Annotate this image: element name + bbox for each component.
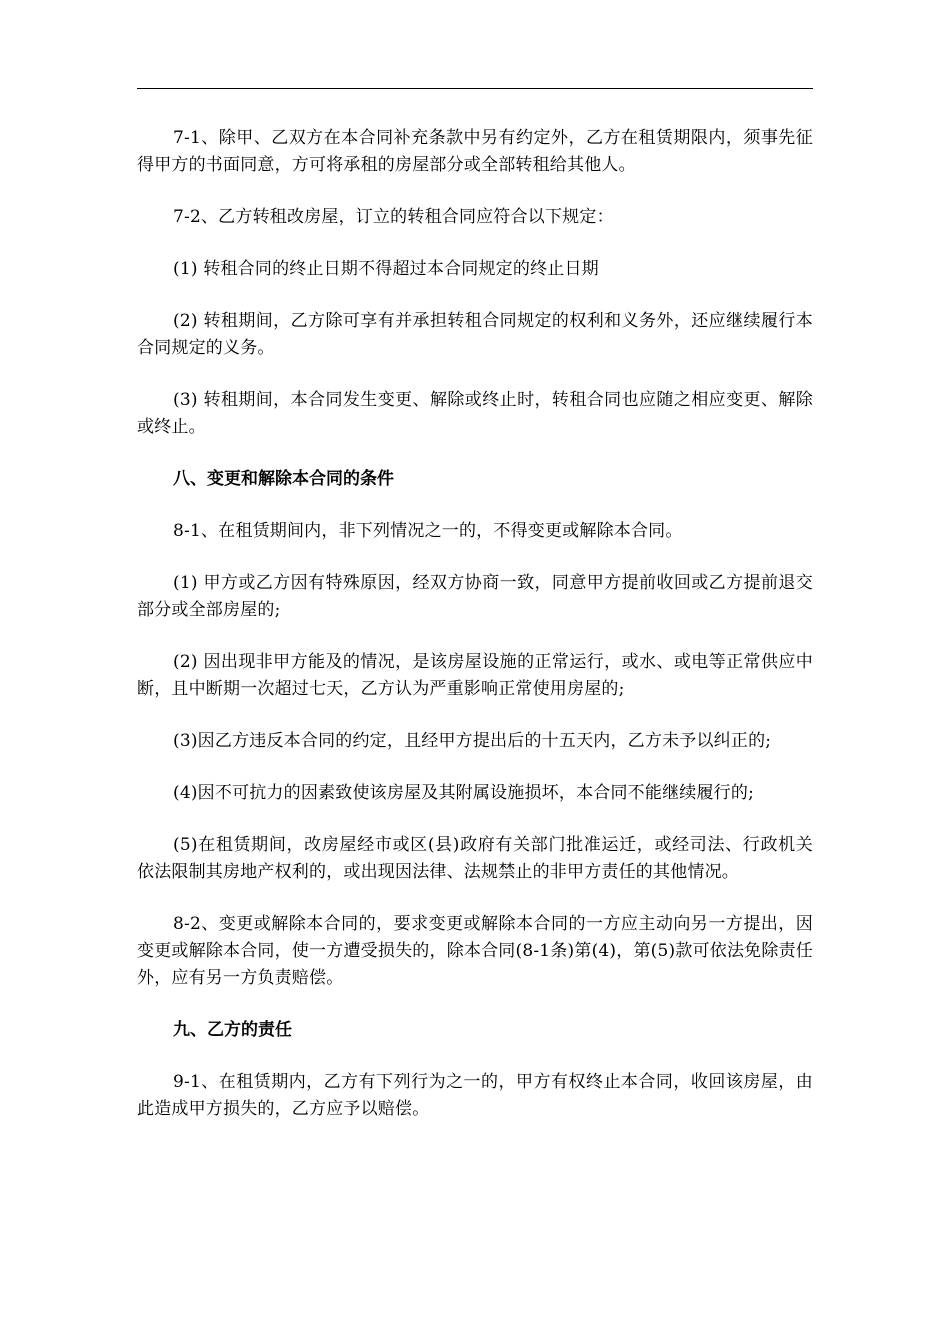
clause-8-1-item-5: (5)在租赁期间，改房屋经市或区(县)政府有关部门批准运迁，或经司法、行政机关依法限制其房地产权利的，或出现因法律、法规禁止的非甲方责任的其他情况。 xyxy=(137,835,813,882)
clause-7-2-item-2: (2) 转租期间，乙方除可享有并承担转租合同规定的权利和义务外，还应继续履行本合同规定的义务。 xyxy=(137,311,813,358)
clause-7-2-item-1: (1) 转租合同的终止日期不得超过本合同规定的终止日期 xyxy=(173,259,599,279)
header-rule xyxy=(137,88,813,89)
clause-8-1: 8-1、在租赁期间内，非下列情况之一的，不得变更或解除本合同。 xyxy=(173,521,683,541)
section-heading-9: 九、乙方的责任 xyxy=(173,1020,292,1040)
clause-9-1: 9-1、在租赁期内，乙方有下列行为之一的，甲方有权终止本合同，收回该房屋，由此造成甲方损失的，乙方应予以赔偿。 xyxy=(137,1072,813,1119)
clause-7-2: 7-2、乙方转租改房屋，订立的转租合同应符合以下规定： xyxy=(173,207,614,227)
clause-8-1-item-3: (3)因乙方违反本合同的约定，且经甲方提出后的十五天内，乙方未予以纠正的; xyxy=(173,731,772,751)
document-body xyxy=(137,125,813,1148)
clause-7-1: 7-1、除甲、乙双方在本合同补充条款中另有约定外，乙方在租赁期限内，须事先征得甲方的书面同意，方可将承租的房屋部分或全部转租给其他人。 xyxy=(137,128,813,175)
clause-7-2-item-3: (3) 转租期间，本合同发生变更、解除或终止时，转租合同也应随之相应变更、解除或终止。 xyxy=(137,390,813,437)
section-heading-8: 八、变更和解除本合同的条件 xyxy=(173,469,394,489)
clause-8-1-item-4: (4)因不可抗力的因素致使该房屋及其附属设施损坏，本合同不能继续履行的; xyxy=(173,783,755,803)
clause-8-2: 8-2、变更或解除本合同的，要求变更或解除本合同的一方应主动向另一方提出，因变更或解除本合同，使一方遭受损失的，除本合同(8-1条)第(4)，第(5)款可依法免除责任外，应有另一方负责赔偿。 xyxy=(137,914,813,988)
clause-8-1-item-1: (1) 甲方或乙方因有特殊原因，经双方协商一致，同意甲方提前收回或乙方提前退交部分或全部房屋的; xyxy=(137,573,813,620)
clause-8-1-item-2: (2) 因出现非甲方能及的情况，是该房屋设施的正常运行，或水、或电等正常供应中断，且中断期一次超过七天，乙方认为严重影响正常使用房屋的; xyxy=(137,652,813,699)
